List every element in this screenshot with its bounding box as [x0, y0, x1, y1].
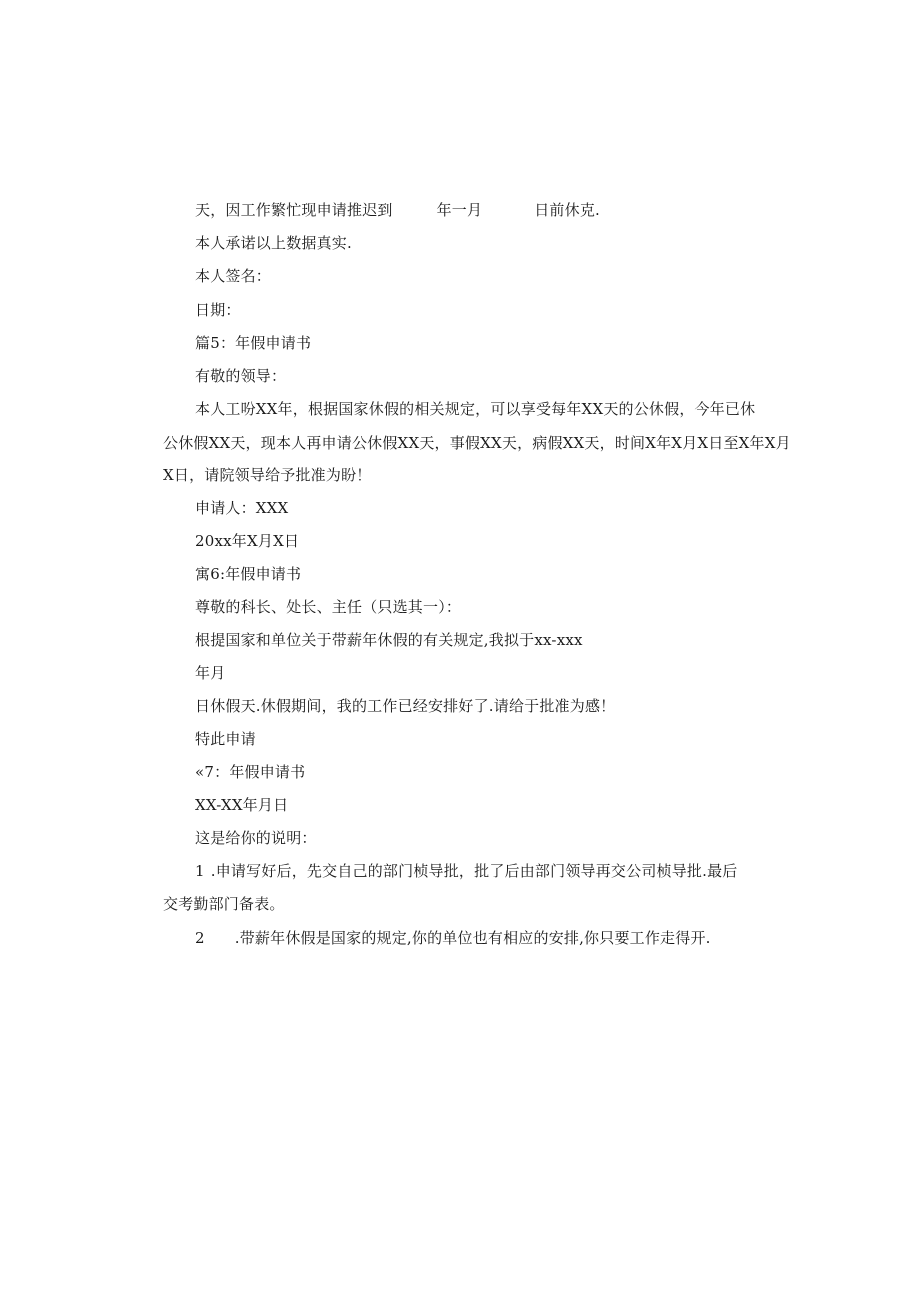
instruction-text-1: .申请写好后，先交自己的部门桢导批，批了后由部门领导再交公司桢导批.最后 [210, 862, 738, 880]
instruction-number-2: 2 [195, 929, 205, 947]
instructions-heading: 这是给你的说明： [195, 829, 317, 847]
salutation-6: 尊敬的科长、处长、主任（只选其一）： [195, 598, 462, 616]
body-line-6b: 年月 [195, 664, 226, 682]
body-line-5b: 公休假XX天，现本人再申请公休假XX天，事假XX天，病假XX天，时间X年X月X日至X年X月 [163, 434, 791, 452]
salutation-5: 有敬的领导： [195, 367, 287, 385]
instruction-item-2 [195, 928, 711, 948]
date-line-5: 20xx年X月X日 [195, 532, 300, 550]
instruction-number-1: 1 [195, 862, 205, 880]
applicant-line: 申请人：XXX [195, 499, 289, 517]
text-line-signature: 本人签名： [195, 267, 272, 285]
postpone-day-text: 日前休克. [534, 201, 600, 219]
section-heading-6: 寓6:年假申请书 [195, 565, 302, 583]
body-line-6c: 日休假天.休假期间，我的工作已经安排好了.请给于批准为感！ [195, 697, 616, 715]
text-line-postpone [195, 200, 600, 220]
section-heading-7: «7：年假申请书 [195, 763, 306, 781]
text-line-promise: 本人承诺以上数据真实. [195, 234, 352, 252]
body-line-5a: 本人工吩XX年，根据国家休假的相关规定，可以享受每年XX天的公休假，今年已休 [195, 400, 756, 418]
body-line-5c: X日，请院领导给予批准为盼！ [163, 466, 372, 484]
text-line-date: 日期： [195, 301, 241, 319]
section-heading-5: 篇5：年假申请书 [195, 334, 312, 352]
instruction-text-2: .带薪年休假是国家的规定,你的单位也有相应的安排,你只要工作走得开. [234, 929, 711, 947]
date-line-7: XX-XX年月日 [195, 796, 289, 814]
closing-line: 特此申请 [195, 730, 256, 748]
body-line-6a: 根提国家和单位关于带薪年休假的有关规定,我拟于xx-xxx [195, 631, 583, 649]
postpone-text: 天，因工作繁忙现申请推迟到 [195, 201, 393, 219]
instruction-item-1-cont: 交考勤部门备表。 [163, 895, 285, 913]
instruction-item-1 [195, 861, 738, 881]
postpone-month-text: 年一月 [436, 201, 483, 219]
